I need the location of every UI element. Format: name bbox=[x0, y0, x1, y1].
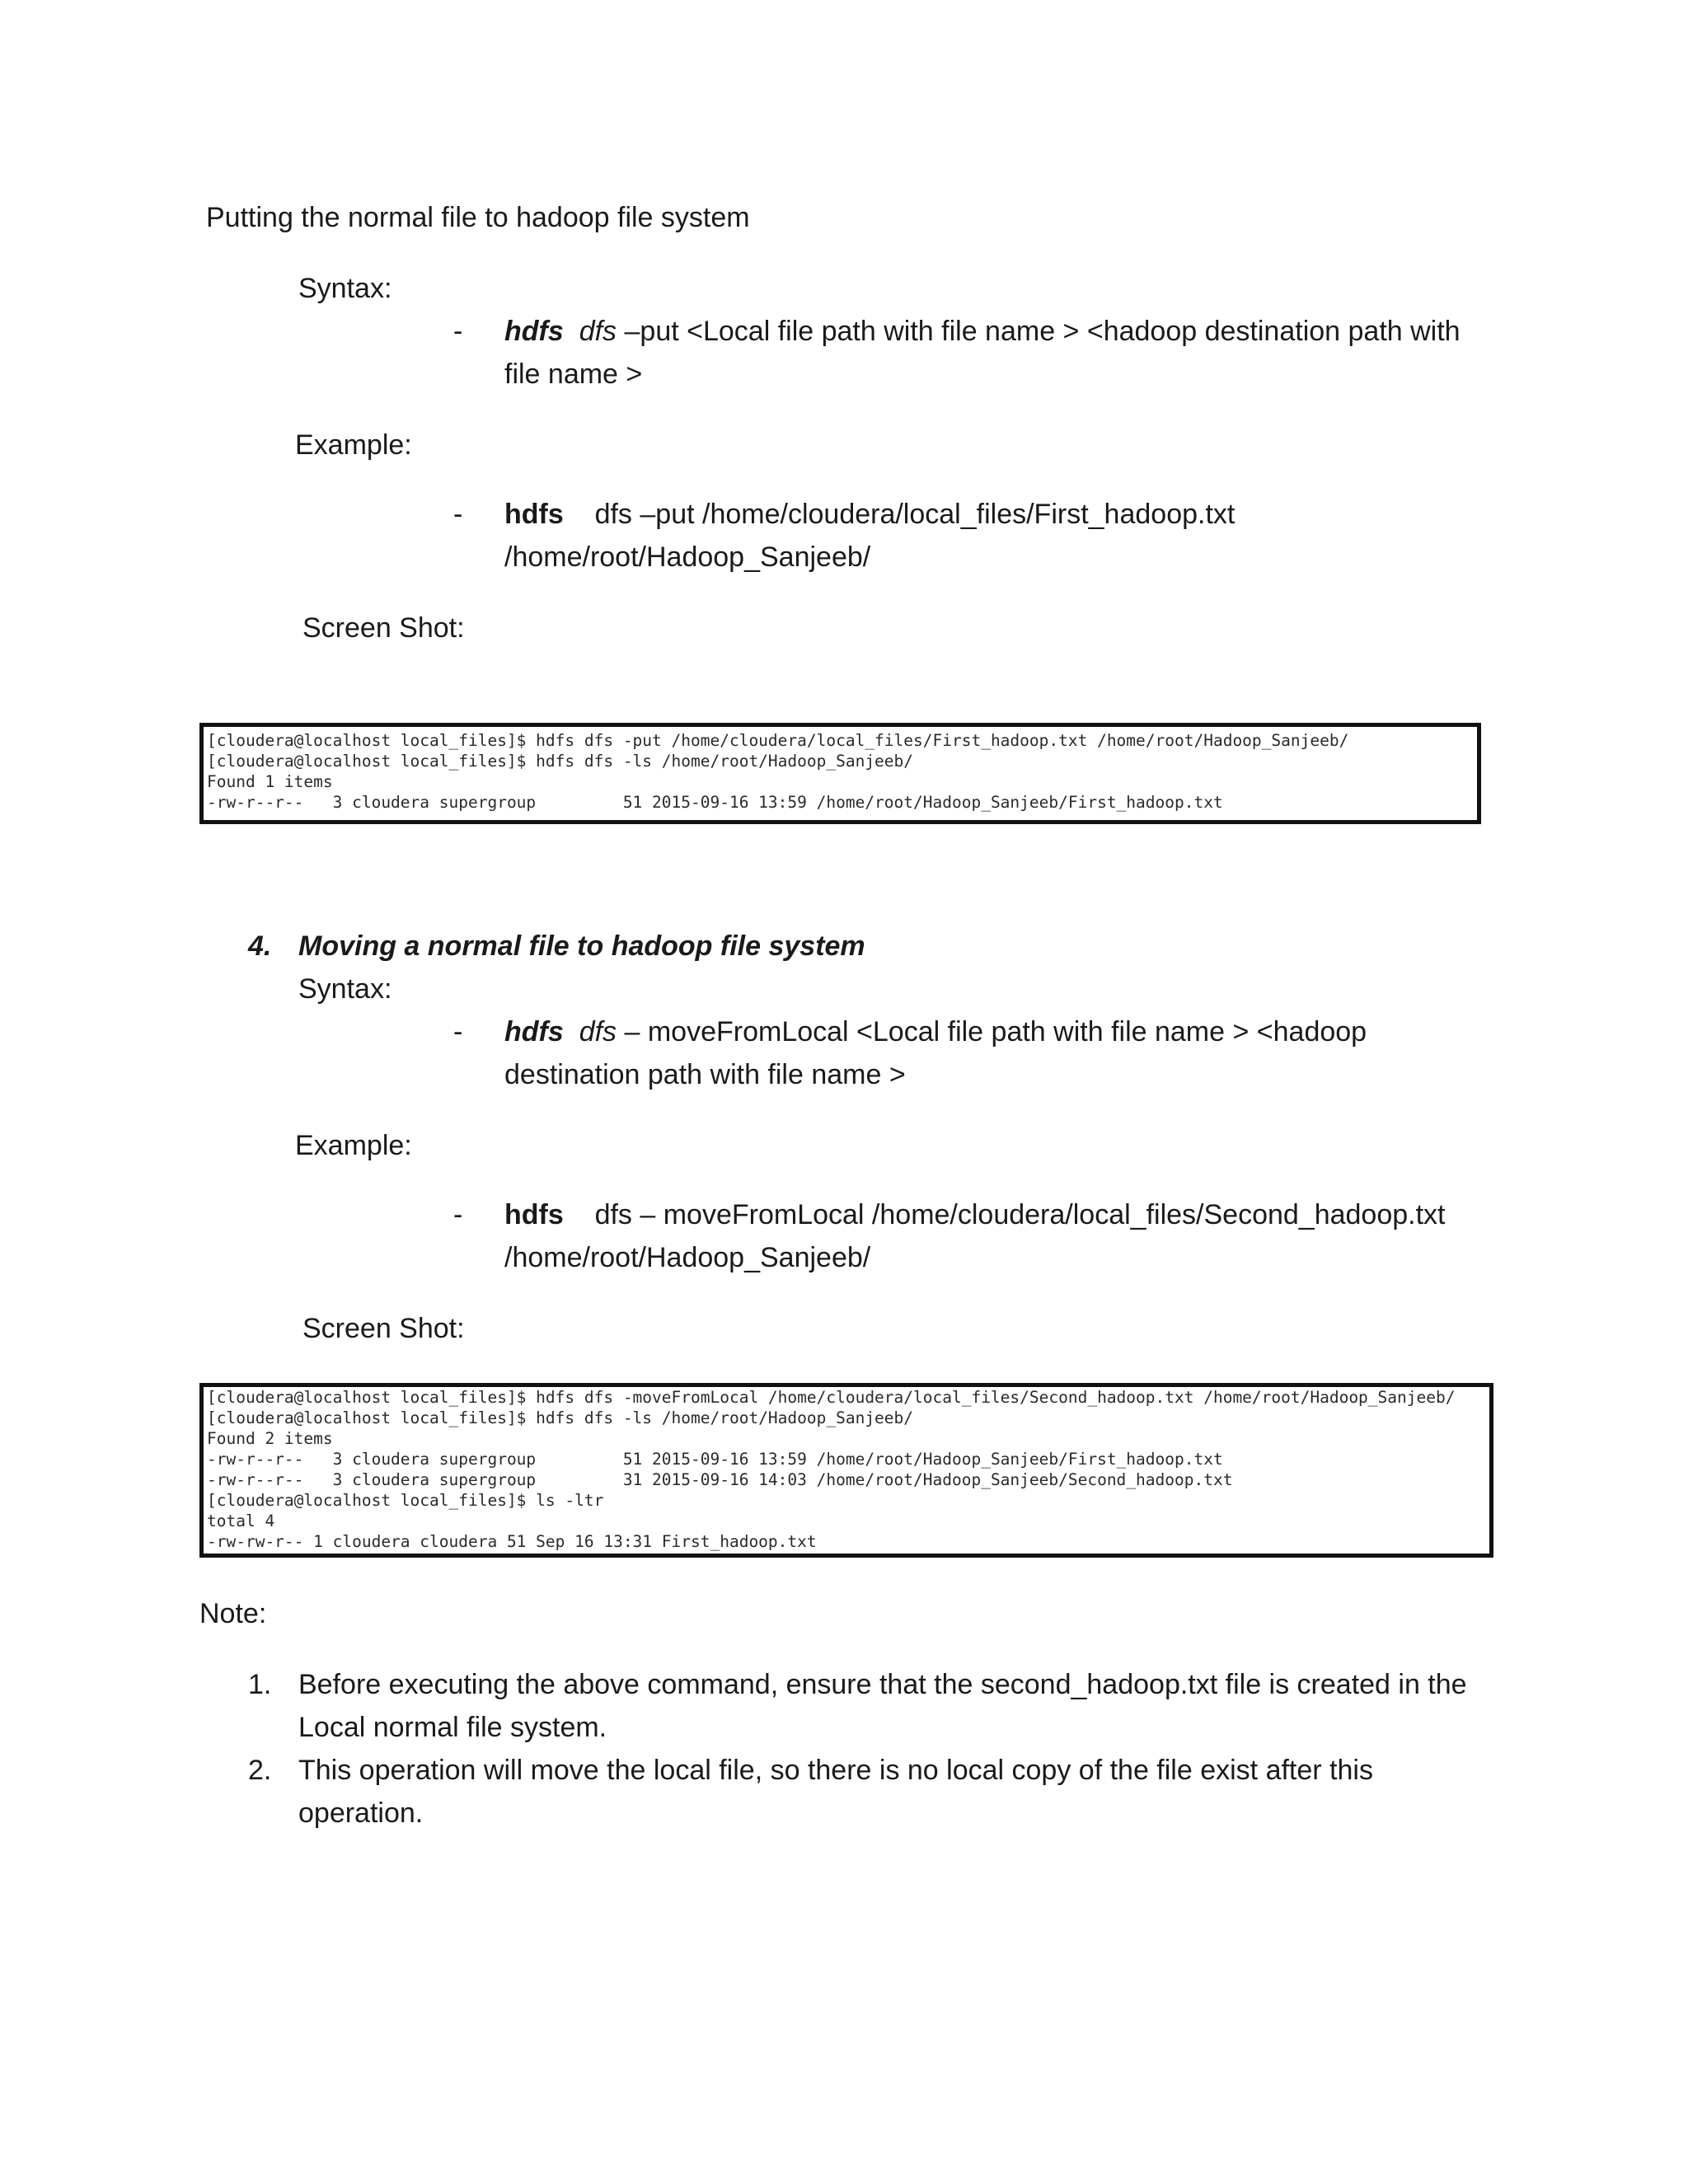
example-line-1 bbox=[504, 493, 1235, 536]
terminal-line: -rw-rw-r-- 1 cloudera cloudera 51 Sep 16 13:31 First_hadoop.txt bbox=[207, 1532, 817, 1551]
bullet-dash: - bbox=[453, 1016, 463, 1047]
terminal-screenshot-put bbox=[199, 723, 1481, 824]
terminal-line: -rw-r--r-- 3 cloudera supergroup 51 2015-09-16 13:59 /home/root/Hadoop_Sanjeeb/First_hadoop.txt bbox=[207, 1450, 1223, 1469]
section-heading-put: Putting the normal file to hadoop file system bbox=[206, 202, 750, 233]
terminal-line: -rw-r--r-- 3 cloudera supergroup 51 2015-09-16 13:59 /home/root/Hadoop_Sanjeeb/First_hadoop.txt bbox=[207, 793, 1223, 812]
example-label: Example: bbox=[295, 429, 412, 461]
note-label: Note: bbox=[199, 1598, 267, 1629]
terminal-line: [cloudera@localhost local_files]$ hdfs dfs -ls /home/root/Hadoop_Sanjeeb/ bbox=[207, 1408, 914, 1427]
section-heading-move: Moving a normal file to hadoop file system bbox=[298, 930, 865, 962]
note-item-1-line-2: Local normal file system. bbox=[298, 1712, 607, 1743]
command-dfs: dfs bbox=[579, 1016, 617, 1047]
syntax-line-2: destination path with file name > bbox=[504, 1059, 906, 1090]
example-label: Example: bbox=[295, 1130, 412, 1161]
terminal-screenshot-move bbox=[199, 1383, 1493, 1558]
syntax-rest: – moveFromLocal <Local file path with file name > <hadoop bbox=[624, 1016, 1367, 1047]
terminal-line: [cloudera@localhost local_files]$ hdfs dfs -put /home/cloudera/local_files/First_hadoop.txt /home/root/Hadoop_Sanjeeb/ bbox=[207, 731, 1349, 750]
bullet-dash: - bbox=[453, 316, 463, 347]
command-hdfs: hdfs bbox=[504, 1016, 564, 1047]
command-hdfs: hdfs bbox=[504, 1199, 564, 1230]
note-item-2-line-2: operation. bbox=[298, 1797, 424, 1829]
syntax-rest: –put <Local file path with file name > <hadoop destination path with bbox=[624, 316, 1461, 347]
syntax-line-2: file name > bbox=[504, 359, 643, 390]
terminal-line: Found 2 items bbox=[207, 1429, 333, 1448]
note-item-1-line-1: Before executing the above command, ensure that the second_hadoop.txt file is created in the bbox=[298, 1669, 1467, 1700]
terminal-line: [cloudera@localhost local_files]$ ls -ltr bbox=[207, 1491, 604, 1510]
syntax-label: Syntax: bbox=[298, 273, 392, 304]
command-hdfs: hdfs bbox=[504, 499, 564, 530]
terminal-line: [cloudera@localhost local_files]$ hdfs dfs -ls /home/root/Hadoop_Sanjeeb/ bbox=[207, 752, 914, 771]
command-hdfs: hdfs bbox=[504, 316, 564, 347]
syntax-label: Syntax: bbox=[298, 973, 392, 1005]
note-item-number: 2. bbox=[248, 1755, 272, 1786]
note-item-number: 1. bbox=[248, 1669, 272, 1700]
terminal-line: -rw-r--r-- 3 cloudera supergroup 31 2015-09-16 14:03 /home/root/Hadoop_Sanjeeb/Second_hadoop.txt bbox=[207, 1470, 1233, 1489]
example-rest: dfs –put /home/cloudera/local_files/First_hadoop.txt bbox=[594, 499, 1236, 530]
command-dfs: dfs bbox=[579, 316, 617, 347]
terminal-line: Found 1 items bbox=[207, 772, 333, 791]
terminal-line: total 4 bbox=[207, 1511, 275, 1530]
screenshot-label: Screen Shot: bbox=[302, 1313, 465, 1344]
example-line-2: /home/root/Hadoop_Sanjeeb/ bbox=[504, 541, 871, 573]
note-item-2-line-1: This operation will move the local file, so there is no local copy of the file exist after this bbox=[298, 1755, 1373, 1786]
example-line-1 bbox=[504, 1193, 1446, 1236]
terminal-line: [cloudera@localhost local_files]$ hdfs dfs -moveFromLocal /home/cloudera/local_files/Second_hadoop.txt /home/root/Hadoop_Sanjeeb/ bbox=[207, 1388, 1456, 1407]
example-rest: dfs – moveFromLocal /home/cloudera/local_files/Second_hadoop.txt bbox=[594, 1199, 1446, 1230]
section-number: 4. bbox=[248, 930, 272, 962]
screenshot-label: Screen Shot: bbox=[302, 612, 465, 644]
example-line-2: /home/root/Hadoop_Sanjeeb/ bbox=[504, 1242, 871, 1273]
bullet-dash: - bbox=[453, 499, 463, 530]
bullet-dash: - bbox=[453, 1199, 463, 1230]
syntax-line-1 bbox=[504, 310, 1461, 353]
syntax-line-1 bbox=[504, 1010, 1367, 1053]
